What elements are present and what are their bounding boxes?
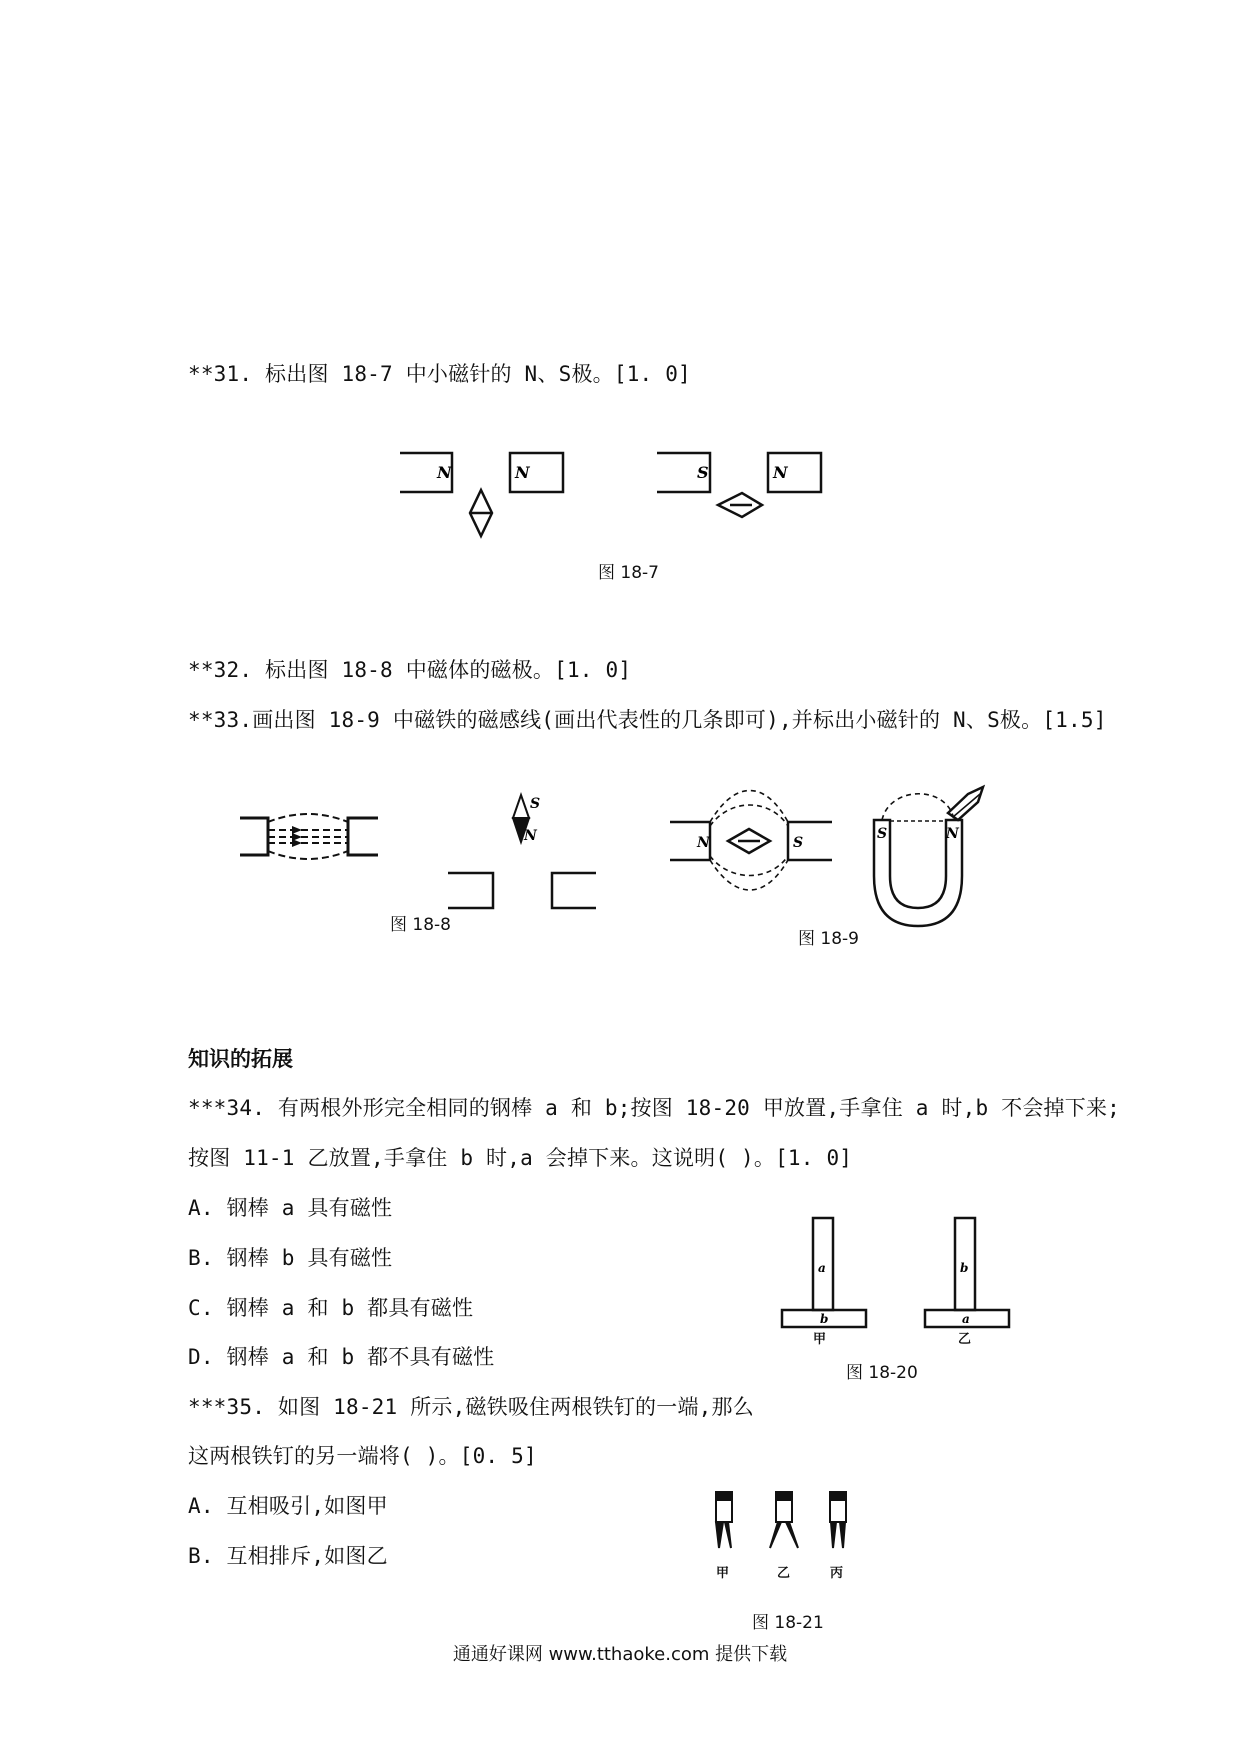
nail-left — [831, 1522, 836, 1548]
nail-right — [786, 1522, 798, 1548]
question-35-line-1: ***35. 如图 18-21 所示,磁铁吸住两根铁钉的一端,那么 — [188, 1395, 754, 1419]
magnet-label: S — [697, 463, 709, 482]
option-b: B. 钢棒 b 具有磁性 — [188, 1246, 393, 1270]
panel-label: 甲 — [716, 1566, 730, 1581]
option-c: C. 钢棒 a 和 b 都具有磁性 — [188, 1296, 474, 1320]
bar-label: b — [960, 1261, 969, 1275]
nail-right — [725, 1522, 731, 1548]
question-31: **31. 标出图 18-7 中小磁针的 N、S极。[1. 0] — [188, 362, 691, 386]
panel-label: 丙 — [830, 1566, 844, 1581]
question-32: **32. 标出图 18-8 中磁体的磁极。[1. 0] — [188, 658, 632, 682]
figure-caption-18-7: 图 18-7 — [598, 563, 659, 583]
question-33: **33.画出图 18-9 中磁铁的磁感线(画出代表性的几条即可),并标出小磁针的 N、S极。[1.5] — [188, 708, 1107, 732]
base-label: a — [962, 1312, 970, 1326]
bar-label: a — [818, 1261, 826, 1275]
page-footer: 通通好课网 www.tthaoke.com 提供下载 — [452, 1644, 788, 1665]
question-34-line-1: ***34. 有两根外形完全相同的钢棒 a 和 b;按图 18-20 甲放置,手拿住 a 时,b 不会掉下来; — [188, 1096, 1121, 1120]
nail-left — [716, 1522, 723, 1548]
panel-label: 乙 — [958, 1332, 972, 1347]
option-a-35: A. 互相吸引,如图甲 — [188, 1494, 388, 1518]
nail-right — [840, 1522, 845, 1548]
panel-label: 乙 — [777, 1566, 791, 1581]
question-35-line-2: 这两根铁钉的另一端将( )。[0. 5] — [188, 1444, 537, 1468]
section-title: 知识的拓展 — [188, 1047, 293, 1071]
figure-caption-18-20: 图 18-20 — [846, 1363, 918, 1383]
panel-label: 甲 — [813, 1332, 827, 1347]
figure-caption-18-21: 图 18-21 — [752, 1613, 824, 1633]
figure-caption-18-8: 图 18-8 — [390, 915, 451, 935]
magnet-label: N — [515, 463, 530, 482]
option-a: A. 钢棒 a 具有磁性 — [188, 1196, 393, 1220]
nail-left — [770, 1522, 781, 1548]
option-b-35: B. 互相排斥,如图乙 — [188, 1544, 388, 1568]
needle-label: N — [524, 828, 537, 844]
option-d: D. 钢棒 a 和 b 都不具有磁性 — [188, 1345, 495, 1369]
u-label: S — [877, 826, 888, 842]
bar-label: N — [697, 835, 710, 851]
magnet-label: N — [437, 463, 452, 482]
needle-label: S — [530, 796, 541, 812]
base-label: b — [820, 1312, 829, 1326]
magnet-label: N — [773, 463, 788, 482]
bar-label: S — [793, 835, 804, 851]
question-34-line-2: 按图 11-1 乙放置,手拿住 b 时,a 会掉下来。这说明( )。[1. 0] — [188, 1146, 853, 1170]
figure-caption-18-9: 图 18-9 — [798, 929, 859, 949]
u-label: N — [946, 826, 959, 842]
